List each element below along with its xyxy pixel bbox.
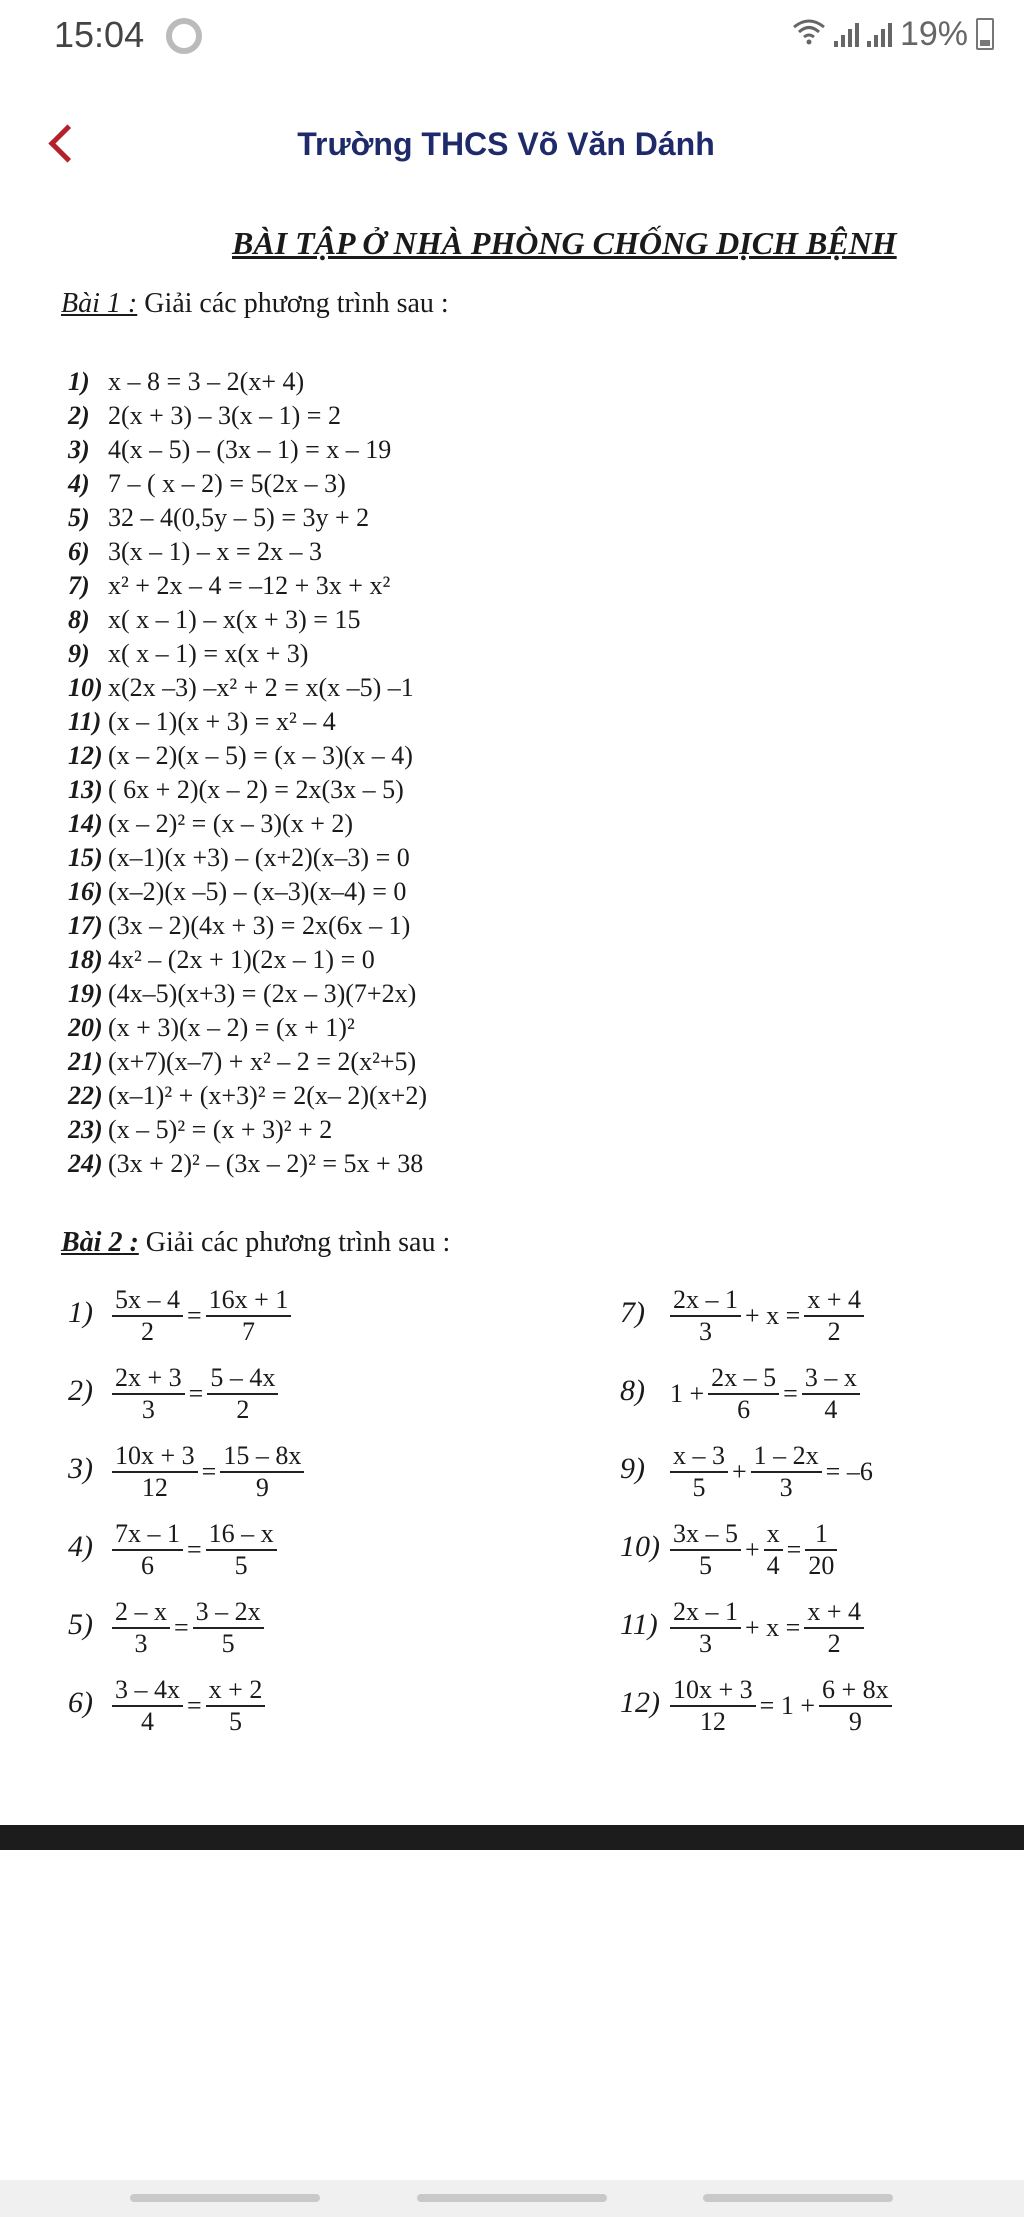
- nav-home-button[interactable]: [417, 2194, 607, 2202]
- item-number: 4): [68, 1529, 93, 1563]
- bai1-item: [68, 773, 427, 807]
- fraction: $\frac{3 - 4x}{4}$: [112, 1675, 183, 1737]
- item-number: 18): [68, 945, 103, 974]
- operator: 1 +: [670, 1379, 705, 1408]
- image-bottom-border: [0, 1825, 1024, 1850]
- fraction: $\frac{2x - 5}{6}$: [708, 1363, 779, 1425]
- operator: +: [732, 1457, 747, 1486]
- item-equation: (3x – 2)(4x + 3) = 2x(6x – 1): [108, 911, 411, 940]
- bai1-item: [68, 739, 427, 773]
- fraction: $\frac{x - 3}{5}$: [670, 1441, 728, 1503]
- item-number: 21): [68, 1047, 103, 1076]
- fraction: $\frac{7x - 1}{6}$: [112, 1519, 183, 1581]
- item-number: 7): [620, 1295, 645, 1329]
- item-equation: 2(x + 3) – 3(x – 1) = 2: [108, 401, 341, 430]
- bai2-item: [620, 1441, 875, 1503]
- bai1-label: Bài 1 :: [61, 288, 138, 319]
- bai1-text: Giải các phương trình sau :: [144, 288, 449, 319]
- item-equation: (3x + 2)² – (3x – 2)² = 5x + 38: [108, 1149, 424, 1178]
- app-title: Trường THCS Võ Văn Dánh: [297, 126, 715, 162]
- fraction: $\frac{6 + 8x}{9}$: [819, 1675, 892, 1737]
- fraction: $\frac{3 - 2x}{5}$: [193, 1597, 264, 1659]
- bai2-heading: [61, 1227, 450, 1259]
- item-equation: (x–2)(x –5) – (x–3)(x–4) = 0: [108, 877, 407, 906]
- item-number: 9): [620, 1451, 645, 1485]
- operator: + x =: [745, 1613, 801, 1642]
- bai1-item: [68, 569, 427, 603]
- item-number: 14): [68, 809, 103, 838]
- item-equation: (4x–5)(x+3) = (2x – 3)(7+2x): [108, 979, 417, 1008]
- bai1-heading: [61, 288, 449, 320]
- bai2-item: [68, 1441, 306, 1503]
- nav-back-button[interactable]: [703, 2194, 893, 2202]
- item-number: 1): [68, 367, 90, 396]
- item-equation: x(2x –3) –x² + 2 = x(x –5) –1: [108, 673, 414, 702]
- item-number: 24): [68, 1149, 103, 1178]
- item-number: 10): [68, 673, 103, 702]
- item-number: 23): [68, 1115, 103, 1144]
- operator: =: [201, 1457, 217, 1486]
- fraction: $\frac{2x + 3}{3}$: [112, 1363, 185, 1425]
- item-number: 9): [68, 639, 90, 668]
- item-number: 15): [68, 843, 103, 872]
- bai1-item: [68, 705, 427, 739]
- fraction: $\frac{16 - x}{5}$: [206, 1519, 277, 1581]
- item-equation: 7 – ( x – 2) = 5(2x – 3): [108, 469, 346, 498]
- bai1-item: [68, 807, 427, 841]
- item-number: 3): [68, 1451, 93, 1485]
- bai1-item: [68, 875, 427, 909]
- item-number: 2): [68, 401, 90, 430]
- item-number: 1): [68, 1295, 93, 1329]
- bai1-item: [68, 365, 427, 399]
- bai2-item: [620, 1597, 866, 1659]
- item-number: 5): [68, 503, 90, 532]
- wifi-icon: [792, 15, 826, 54]
- item-number: 22): [68, 1081, 103, 1110]
- bai2-text: Giải các phương trình sau :: [145, 1227, 451, 1258]
- item-equation: x – 8 = 3 – 2(x+ 4): [108, 367, 305, 396]
- fraction: $\frac{5x - 4}{2}$: [112, 1285, 183, 1347]
- fraction: $\frac{15 - 8x}{9}$: [220, 1441, 304, 1503]
- item-equation: 4(x – 5) – (3x – 1) = x – 19: [108, 435, 392, 464]
- bai1-item: [68, 501, 427, 535]
- bai1-list: [68, 365, 427, 1181]
- operator: =: [174, 1613, 189, 1642]
- bai1-item: [68, 467, 427, 501]
- bai2-label: Bài 2 :: [61, 1227, 139, 1258]
- fraction: $\frac{2x - 1}{3}$: [670, 1285, 741, 1347]
- fraction: $\frac{x + 4}{2}$: [804, 1285, 864, 1347]
- signal-icon: [834, 21, 859, 47]
- item-number: 7): [68, 571, 90, 600]
- item-equation: 4x² – (2x + 1)(2x – 1) = 0: [108, 945, 375, 974]
- bai1-item: [68, 399, 427, 433]
- operator: = 1 +: [759, 1691, 815, 1720]
- bai1-item: [68, 1045, 427, 1079]
- item-equation: (x–1)(x +3) – (x+2)(x–3) = 0: [108, 843, 410, 872]
- bai2-item: [68, 1597, 266, 1659]
- fraction: $\frac{5 - 4x}{2}$: [207, 1363, 278, 1425]
- signal-icon-2: [867, 21, 892, 47]
- nav-bar: [0, 2180, 1024, 2217]
- item-equation: (x+7)(x–7) + x² – 2 = 2(x²+5): [108, 1047, 417, 1076]
- item-number: 2): [68, 1373, 93, 1407]
- item-equation: (x + 3)(x – 2) = (x + 1)²: [108, 1013, 355, 1042]
- bai1-item: [68, 433, 427, 467]
- item-equation: x( x – 1) – x(x + 3) = 15: [108, 605, 361, 634]
- bai2-item: [620, 1675, 894, 1737]
- item-number: 10): [620, 1529, 660, 1563]
- bai1-item: [68, 943, 427, 977]
- item-number: 16): [68, 877, 103, 906]
- bai1-item: [68, 603, 427, 637]
- bai2-item: [620, 1363, 862, 1425]
- operator: =: [187, 1535, 202, 1564]
- document-image: [0, 225, 1024, 1805]
- item-number: 19): [68, 979, 103, 1008]
- item-equation: (x – 5)² = (x + 3)² + 2: [108, 1115, 333, 1144]
- item-equation: x( x – 1) = x(x + 3): [108, 639, 309, 668]
- item-number: 11): [68, 707, 102, 736]
- bai1-item: [68, 671, 427, 705]
- item-equation: 3(x – 1) – x = 2x – 3: [108, 537, 322, 566]
- bai1-item: [68, 535, 427, 569]
- bai1-item: [68, 841, 427, 875]
- item-number: 4): [68, 469, 90, 498]
- battery-icon: [976, 18, 994, 50]
- item-number: 11): [620, 1607, 658, 1641]
- operator: =: [786, 1535, 802, 1564]
- item-number: 13): [68, 775, 103, 804]
- fraction: $\frac{3x - 5}{5}$: [670, 1519, 741, 1581]
- bai1-item: [68, 637, 427, 671]
- fraction: $\frac{x}{4}$: [764, 1519, 783, 1581]
- fraction: $\frac{10x + 3}{12}$: [670, 1675, 756, 1737]
- bai1-item: [68, 977, 427, 1011]
- bai2-item: [68, 1285, 293, 1347]
- bai2-item: [68, 1363, 280, 1425]
- fraction: $\frac{x + 2}{5}$: [206, 1675, 266, 1737]
- operator: = –6: [825, 1457, 873, 1486]
- bai2-item: [68, 1675, 267, 1737]
- fraction: $\frac{3 - x}{4}$: [802, 1363, 860, 1425]
- sync-icon: [166, 18, 202, 54]
- operator: + x =: [745, 1301, 801, 1330]
- status-time: 15:04: [54, 14, 145, 55]
- bai1-item: [68, 1113, 427, 1147]
- operator: =: [188, 1379, 204, 1408]
- item-number: 12): [620, 1685, 660, 1719]
- bai1-item: [68, 909, 427, 943]
- item-number: 12): [68, 741, 103, 770]
- status-bar: [0, 0, 1024, 70]
- bai2-item: [620, 1285, 866, 1347]
- item-number: 8): [620, 1373, 645, 1407]
- item-number: 20): [68, 1013, 103, 1042]
- document-title: BÀI TẬP Ở NHÀ PHÒNG CHỐNG DỊCH BỆNH: [232, 225, 897, 261]
- item-equation: (x – 1)(x + 3) = x² – 4: [108, 707, 336, 736]
- battery-level: 19%: [899, 14, 968, 53]
- item-equation: x² + 2x – 4 = –12 + 3x + x²: [108, 571, 391, 600]
- bai1-item: [68, 1079, 427, 1113]
- item-equation: (x – 2)² = (x – 3)(x + 2): [108, 809, 354, 838]
- operator: =: [187, 1301, 202, 1330]
- item-equation: 32 – 4(0,5y – 5) = 3y + 2: [108, 503, 370, 532]
- app-bar: [0, 110, 1024, 180]
- fraction: $\frac{1}{20}$: [805, 1519, 837, 1581]
- item-equation: ( 6x + 2)(x – 2) = 2x(3x – 5): [108, 775, 404, 804]
- operator: =: [187, 1691, 202, 1720]
- fraction: $\frac{16x + 1}{7}$: [206, 1285, 292, 1347]
- fraction: $\frac{x + 4}{2}$: [804, 1597, 864, 1659]
- fraction: $\frac{2 - x}{3}$: [112, 1597, 170, 1659]
- fraction: $\frac{2x - 1}{3}$: [670, 1597, 741, 1659]
- item-equation: (x – 2)(x – 5) = (x – 3)(x – 4): [108, 741, 413, 770]
- operator: =: [783, 1379, 798, 1408]
- fraction: $\frac{1 - 2x}{3}$: [751, 1441, 822, 1503]
- operator: +: [745, 1535, 760, 1564]
- bai1-item: [68, 1147, 427, 1181]
- fraction: $\frac{10x + 3}{12}$: [112, 1441, 198, 1503]
- item-equation: (x–1)² + (x+3)² = 2(x– 2)(x+2): [108, 1081, 428, 1110]
- item-number: 17): [68, 911, 103, 940]
- bai2-item: [68, 1519, 279, 1581]
- item-number: 6): [68, 537, 90, 566]
- item-number: 5): [68, 1607, 93, 1641]
- nav-recents-button[interactable]: [130, 2194, 320, 2202]
- bai1-item: [68, 1011, 427, 1045]
- item-number: 8): [68, 605, 90, 634]
- item-number: 3): [68, 435, 90, 464]
- item-number: 6): [68, 1685, 93, 1719]
- bai2-item: [620, 1519, 839, 1581]
